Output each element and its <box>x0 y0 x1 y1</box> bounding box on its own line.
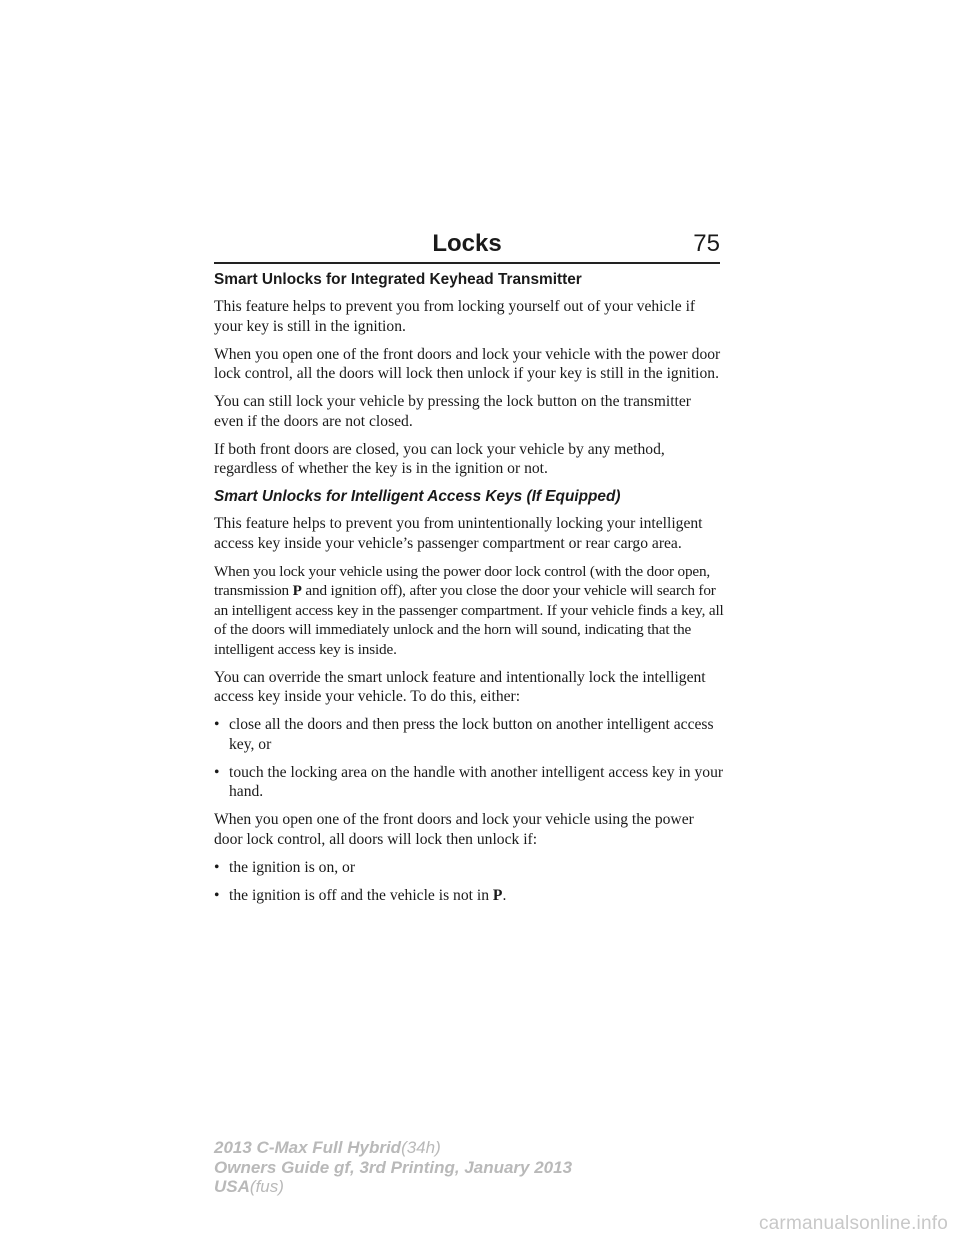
bullet-icon: • <box>214 886 220 904</box>
footer-line <box>214 1138 572 1158</box>
list-item-text: close all the doors and then press the lock button on another intelligent access key, or <box>229 716 714 753</box>
model-name: 2013 C-Max Full Hybrid <box>214 1138 402 1157</box>
paragraph: You can override the smart unlock feature and intentionally lock the intelligent access key inside your vehicle. To do this, either: <box>214 668 706 705</box>
market-code: (fus) <box>249 1177 284 1196</box>
list-item <box>214 886 724 906</box>
list-item <box>214 763 724 802</box>
section-heading-keyhead: Smart Unlocks for Integrated Keyhead Transmitter <box>214 271 582 288</box>
bullet-icon: • <box>214 716 220 733</box>
bullet-icon: • <box>214 858 220 876</box>
paragraph <box>214 562 724 660</box>
paragraph: This feature helps to prevent you from unintentionally locking your intelligent access key inside your vehicle’s passenger compartment or rear cargo area. <box>214 515 703 552</box>
list-item-text <box>229 887 506 904</box>
text-run: and ignition off), after you close the door your vehicle will search for an intelligent access key in the passenger compartment. If your vehicle finds a key, all of the doors will immediately unlock and the horn will sound, indicating that the intelligent access key is inside. <box>214 582 724 658</box>
gear-p-label: P <box>292 582 302 599</box>
paragraph: When you open one of the front doors and lock your vehicle with the power door lock control, all the doors will lock then unlock if your key is still in the ignition. <box>214 345 721 382</box>
gear-p-label: P <box>492 886 503 904</box>
page-number: 75 <box>693 230 720 257</box>
page-body <box>214 270 724 914</box>
market-name: USA <box>214 1177 250 1196</box>
text-run: . <box>502 886 507 904</box>
model-code: (34h) <box>401 1138 441 1157</box>
page-footer <box>214 1138 572 1197</box>
paragraph: When you open one of the front doors and lock your vehicle using the power door lock control, all doors will lock then unlock if: <box>214 811 694 848</box>
footer-line <box>214 1158 572 1178</box>
footer-line <box>214 1177 572 1197</box>
printing-info: Owners Guide gf, 3rd Printing, January 2013 <box>214 1157 573 1177</box>
paragraph: You can still lock your vehicle by pressing the lock button on the transmitter even if the doors are not closed. <box>214 393 691 430</box>
text-run: When you lock your vehicle using the power door lock control (with the door open, transmission <box>214 562 711 599</box>
paragraph: If both front doors are closed, you can lock your vehicle by any method, regardless of whether the key is in the ignition or not. <box>214 440 665 477</box>
page-header <box>214 228 720 264</box>
list-item <box>214 858 724 878</box>
list-item-text: touch the locking area on the handle with another intelligent access key in your hand. <box>229 763 724 800</box>
list-item-text: the ignition is on, or <box>229 858 356 876</box>
paragraph: This feature helps to prevent you from locking yourself out of your vehicle if your key is still in the ignition. <box>214 298 696 335</box>
watermark: carmanualsonline.info <box>758 1213 948 1234</box>
text-run: the ignition is off and the vehicle is not in <box>229 886 493 904</box>
bullet-icon: • <box>214 763 220 781</box>
section-heading-intelligent-access: Smart Unlocks for Intelligent Access Keys (If Equipped) <box>214 488 621 505</box>
section-title: Locks <box>432 230 502 257</box>
list-item <box>214 715 724 754</box>
